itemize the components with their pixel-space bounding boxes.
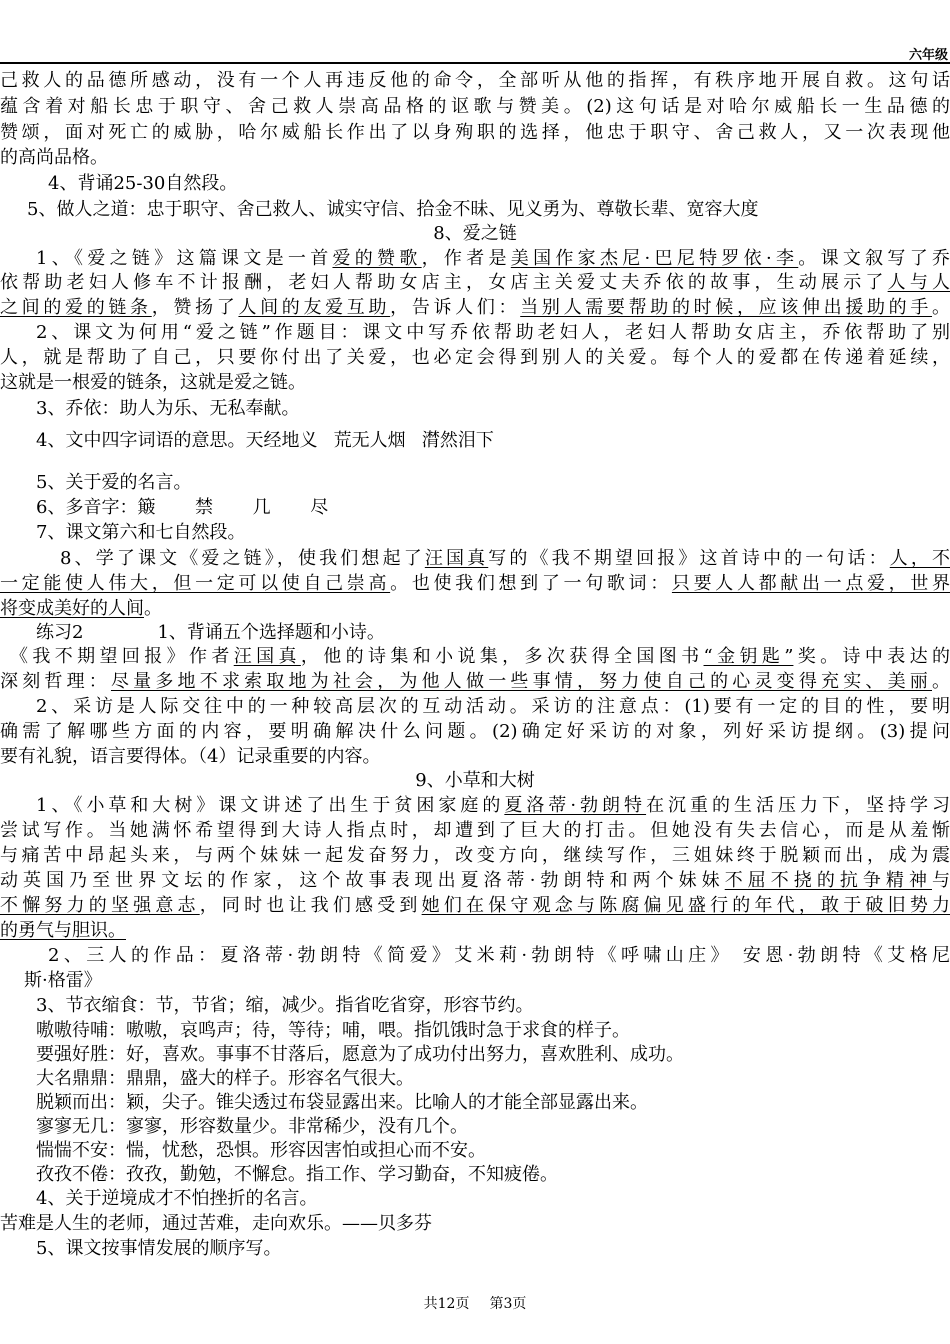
text-line: 5、做人之道：忠于职守、舍己救人、诚实守信、拾金不昧、见义勇为、尊敬长辈、宽容大度 bbox=[27, 199, 759, 220]
text-span: 4、文中四字词语的意思。天 bbox=[36, 430, 264, 451]
text-span: 深刻哲理： bbox=[0, 671, 111, 692]
text-span: 。也使我们想到了一句歌词： bbox=[390, 573, 672, 594]
text-line: 苦难是人生的老师，通过苦难，走向欢乐。——贝多芬 bbox=[0, 1213, 432, 1234]
text-line: 5、课文按事情发展的顺序写。 bbox=[36, 1238, 282, 1259]
text-line: 寥寥无几：寥寥，形容数量少。非常稀少，没有几个。 bbox=[36, 1116, 468, 1137]
page-footer bbox=[0, 1293, 950, 1313]
underlined-text: 人，不 bbox=[889, 548, 950, 569]
underlined-text: 人与人 bbox=[887, 272, 950, 293]
grade-header: 六年级 bbox=[908, 48, 948, 63]
underlined-text: 夏洛蒂·勃朗特 bbox=[504, 795, 647, 816]
text-span: 依帮助老妇人修车不计报酬，老妇人帮助女店主，女店主关爱丈夫乔依的故事，生动展示了 bbox=[0, 272, 888, 293]
text-line: 2、三人的作品：夏洛蒂·勃朗特《简爱》艾米莉·勃朗特《呼啸山庄》 安恩·勃朗特《艾格尼 bbox=[48, 945, 950, 966]
text-span: 写的《我不期望回报》这首诗中的一句话： bbox=[488, 548, 890, 569]
text-line bbox=[0, 622, 950, 644]
text-line: 5、关于爱的名言。 bbox=[36, 472, 192, 493]
section-title-8: 8、爱之链 bbox=[433, 223, 517, 244]
header-rule bbox=[0, 62, 950, 64]
underlined-text: 只要人人都献出一点爱，世界 bbox=[671, 573, 950, 594]
text-span: ，赞扬了 bbox=[151, 297, 239, 318]
dotted-char: 经 bbox=[263, 430, 282, 451]
text-line: 斯·格雷》 bbox=[24, 970, 102, 991]
underlined-text: 爱的赞歌 bbox=[332, 248, 422, 269]
text-span: ，同时也让我们感受到 bbox=[199, 895, 422, 916]
underlined-text: 之间的爱的链条 bbox=[0, 297, 152, 318]
text-span: 8、学了课文《爱之链》，使我们想起了 bbox=[60, 548, 425, 569]
text-span: 1、《爱之链》这篇课文是一首 bbox=[36, 248, 333, 269]
text-line bbox=[0, 870, 950, 892]
text-line bbox=[0, 646, 950, 668]
text-line: 孜孜不倦：孜孜，勤勉，不懈怠。指工作、学习勤奋，不知疲倦。 bbox=[36, 1164, 558, 1185]
text-span: 奖。诗中表达的 bbox=[793, 646, 950, 667]
text-span: 与 bbox=[932, 870, 950, 891]
text-line bbox=[0, 795, 950, 817]
underlined-text: 当别人需要帮助的时候，应该伸出援助的手 bbox=[520, 297, 933, 318]
text-line: 赞颂，面对死亡的威胁，哈尔威船长作出了以身殉职的选择，他忠于职守、舍己救人，又一次表现他 bbox=[0, 122, 950, 143]
text-line: 7、课文第六和七自然段。 bbox=[36, 522, 246, 543]
text-span: 。 bbox=[932, 297, 950, 318]
text-line: 3、节衣缩食：节，节省；缩，减少。指省吃省穿，形容节约。 bbox=[36, 995, 534, 1016]
text-line: 蕴含着对船长忠于职守、舍己救人崇高品格的讴歌与赞美。(2)这句话是对哈尔威船长一生品德的 bbox=[0, 96, 950, 117]
underlined-text: 的勇气与胆识。 bbox=[0, 920, 126, 941]
total-pages: 共12页 bbox=[423, 1296, 470, 1312]
text-line: 的高尚品格。 bbox=[0, 147, 108, 168]
text-span: 动英国乃至世界文坛的作家，这个故事表现出夏洛蒂·勃朗特和两个妹妹 bbox=[0, 870, 725, 891]
text-line: 惴惴不安：惴，忧愁，恐惧。形容因害怕或担心而不安。 bbox=[36, 1140, 486, 1161]
text-span: 尽 bbox=[310, 497, 329, 518]
text-line bbox=[0, 272, 950, 294]
text-line bbox=[0, 671, 950, 693]
text-line: 4、关于逆境成才不怕挫折的名言。 bbox=[36, 1188, 318, 1209]
text-line: 这就是一根爱的链条，这就是爱之链。 bbox=[0, 372, 306, 393]
text-line bbox=[0, 598, 950, 620]
underlined-text: 人间的友爱互助 bbox=[238, 297, 391, 318]
text-span: ，他的诗集和小说集，多次获得全国图书 bbox=[300, 646, 704, 667]
text-span: 练习2 bbox=[36, 622, 84, 643]
text-line bbox=[0, 548, 950, 570]
text-line: 人，就是帮助了自己，只要你付出了关爱，也必定会得到别人的关爱。每个人的爱都在传递着延续， bbox=[0, 347, 950, 368]
underlined-text: 不懈努力的坚强意志 bbox=[0, 895, 200, 916]
text-span: ，作者是 bbox=[421, 248, 511, 269]
text-span: 潸然泪下 bbox=[421, 430, 494, 451]
text-line: 脱颖而出：颖，尖子。锥尖透过布袋显露出来。比喻人的才能全部显露出来。 bbox=[36, 1092, 648, 1113]
underlined-text: 她们在保守观念与陈腐偏见盛行的年代，敢于破旧势力 bbox=[421, 895, 950, 916]
text-line: 己救人的品德所感动，没有一个人再违反他的命令，全部听从他的指挥，有秩序地开展自救。这句话 bbox=[0, 70, 950, 91]
text-span: 1、背诵五个选择题和小诗。 bbox=[157, 622, 385, 643]
text-line: 尝试写作。当她满怀希望得到大诗人指点时，却遭到了巨大的打击。但她没有失去信心，而是从羞惭 bbox=[0, 820, 950, 841]
underlined-text: 尽量多地不求索取地为社会，为他人做一些事情，努力使自己的心灵变得充实、美丽 bbox=[110, 671, 932, 692]
text-span: 几 bbox=[252, 497, 271, 518]
text-span: 荒无人烟 bbox=[333, 430, 406, 451]
text-line bbox=[0, 573, 950, 595]
text-span: 。课文叙写了乔 bbox=[798, 248, 950, 269]
text-line bbox=[0, 430, 950, 452]
text-line bbox=[0, 248, 950, 270]
underlined-text: 汪国真 bbox=[233, 646, 301, 667]
text-line bbox=[0, 297, 950, 319]
text-span: 在沉重的生活压力下，坚持学习 bbox=[646, 795, 950, 816]
underlined-text: 一定能使人伟大，但一定可以使自己崇高 bbox=[0, 573, 391, 594]
text-span: 6、多音字： bbox=[36, 497, 138, 518]
text-line bbox=[0, 895, 950, 917]
text-line: 4、背诵25-30自然段。 bbox=[48, 173, 238, 194]
text-line: 2、采访是人际交往中的一种较高层次的互动活动。采访的注意点：(1)要有一定的目的性，要明 bbox=[36, 696, 950, 717]
text-span: 禁 bbox=[195, 497, 214, 518]
text-span: 1、《小草和大树》课文讲述了出生于贫困家庭的 bbox=[36, 795, 505, 816]
underlined-text: 将变成美好的人间 bbox=[0, 598, 144, 619]
underlined-text: “金钥匙” bbox=[703, 646, 794, 667]
text-line: 嗷嗷待哺：嗷嗷，哀鸣声；待，等待；哺，喂。指饥饿时急于求食的样子。 bbox=[36, 1020, 630, 1041]
text-line: 确需了解哪些方面的内容，要明确解决什么问题。(2)确定好采访的对象，列好采访提纲。(3)提问 bbox=[0, 721, 950, 742]
underlined-text: 汪国真 bbox=[424, 548, 489, 569]
text-line: 要有礼貌，语言要得体。（4）记录重要的内容。 bbox=[0, 746, 381, 767]
current-page: 第3页 bbox=[489, 1296, 527, 1312]
text-span: 地 bbox=[281, 430, 300, 451]
section-title-9: 9、小草和大树 bbox=[415, 770, 535, 791]
underlined-text: 不屈不挠的抗争精神 bbox=[724, 870, 932, 891]
text-span: 簸 bbox=[137, 497, 156, 518]
text-line: 要强好胜：好，喜欢。事事不甘落后，愿意为了成功付出努力，喜欢胜利、成功。 bbox=[36, 1044, 684, 1065]
text-span: 。 bbox=[932, 671, 950, 692]
dotted-char: 义 bbox=[299, 430, 318, 451]
text-span: 。 bbox=[144, 598, 162, 619]
underlined-text: 美国作家杰尼·巴尼特罗依·李 bbox=[510, 248, 799, 269]
text-line: 与痛苦中昂起头来，与两个妹妹一起发奋努力，改变方向，继续写作，三姐妹终于脱颖而出，成为震 bbox=[0, 845, 950, 866]
text-line bbox=[0, 920, 950, 942]
text-span: 《我不期望回报》作者 bbox=[10, 646, 234, 667]
text-line bbox=[0, 497, 950, 519]
text-line: 3、乔依：助人为乐、无私奉献。 bbox=[36, 398, 300, 419]
text-span: ，告诉人们： bbox=[390, 297, 521, 318]
text-line: 大名鼎鼎：鼎鼎，盛大的样子。形容名气很大。 bbox=[36, 1068, 414, 1089]
text-line: 2、课文为何用“爱之链”作题目：课文中写乔依帮助老妇人，老妇人帮助女店主，乔依帮助了别 bbox=[36, 322, 950, 343]
